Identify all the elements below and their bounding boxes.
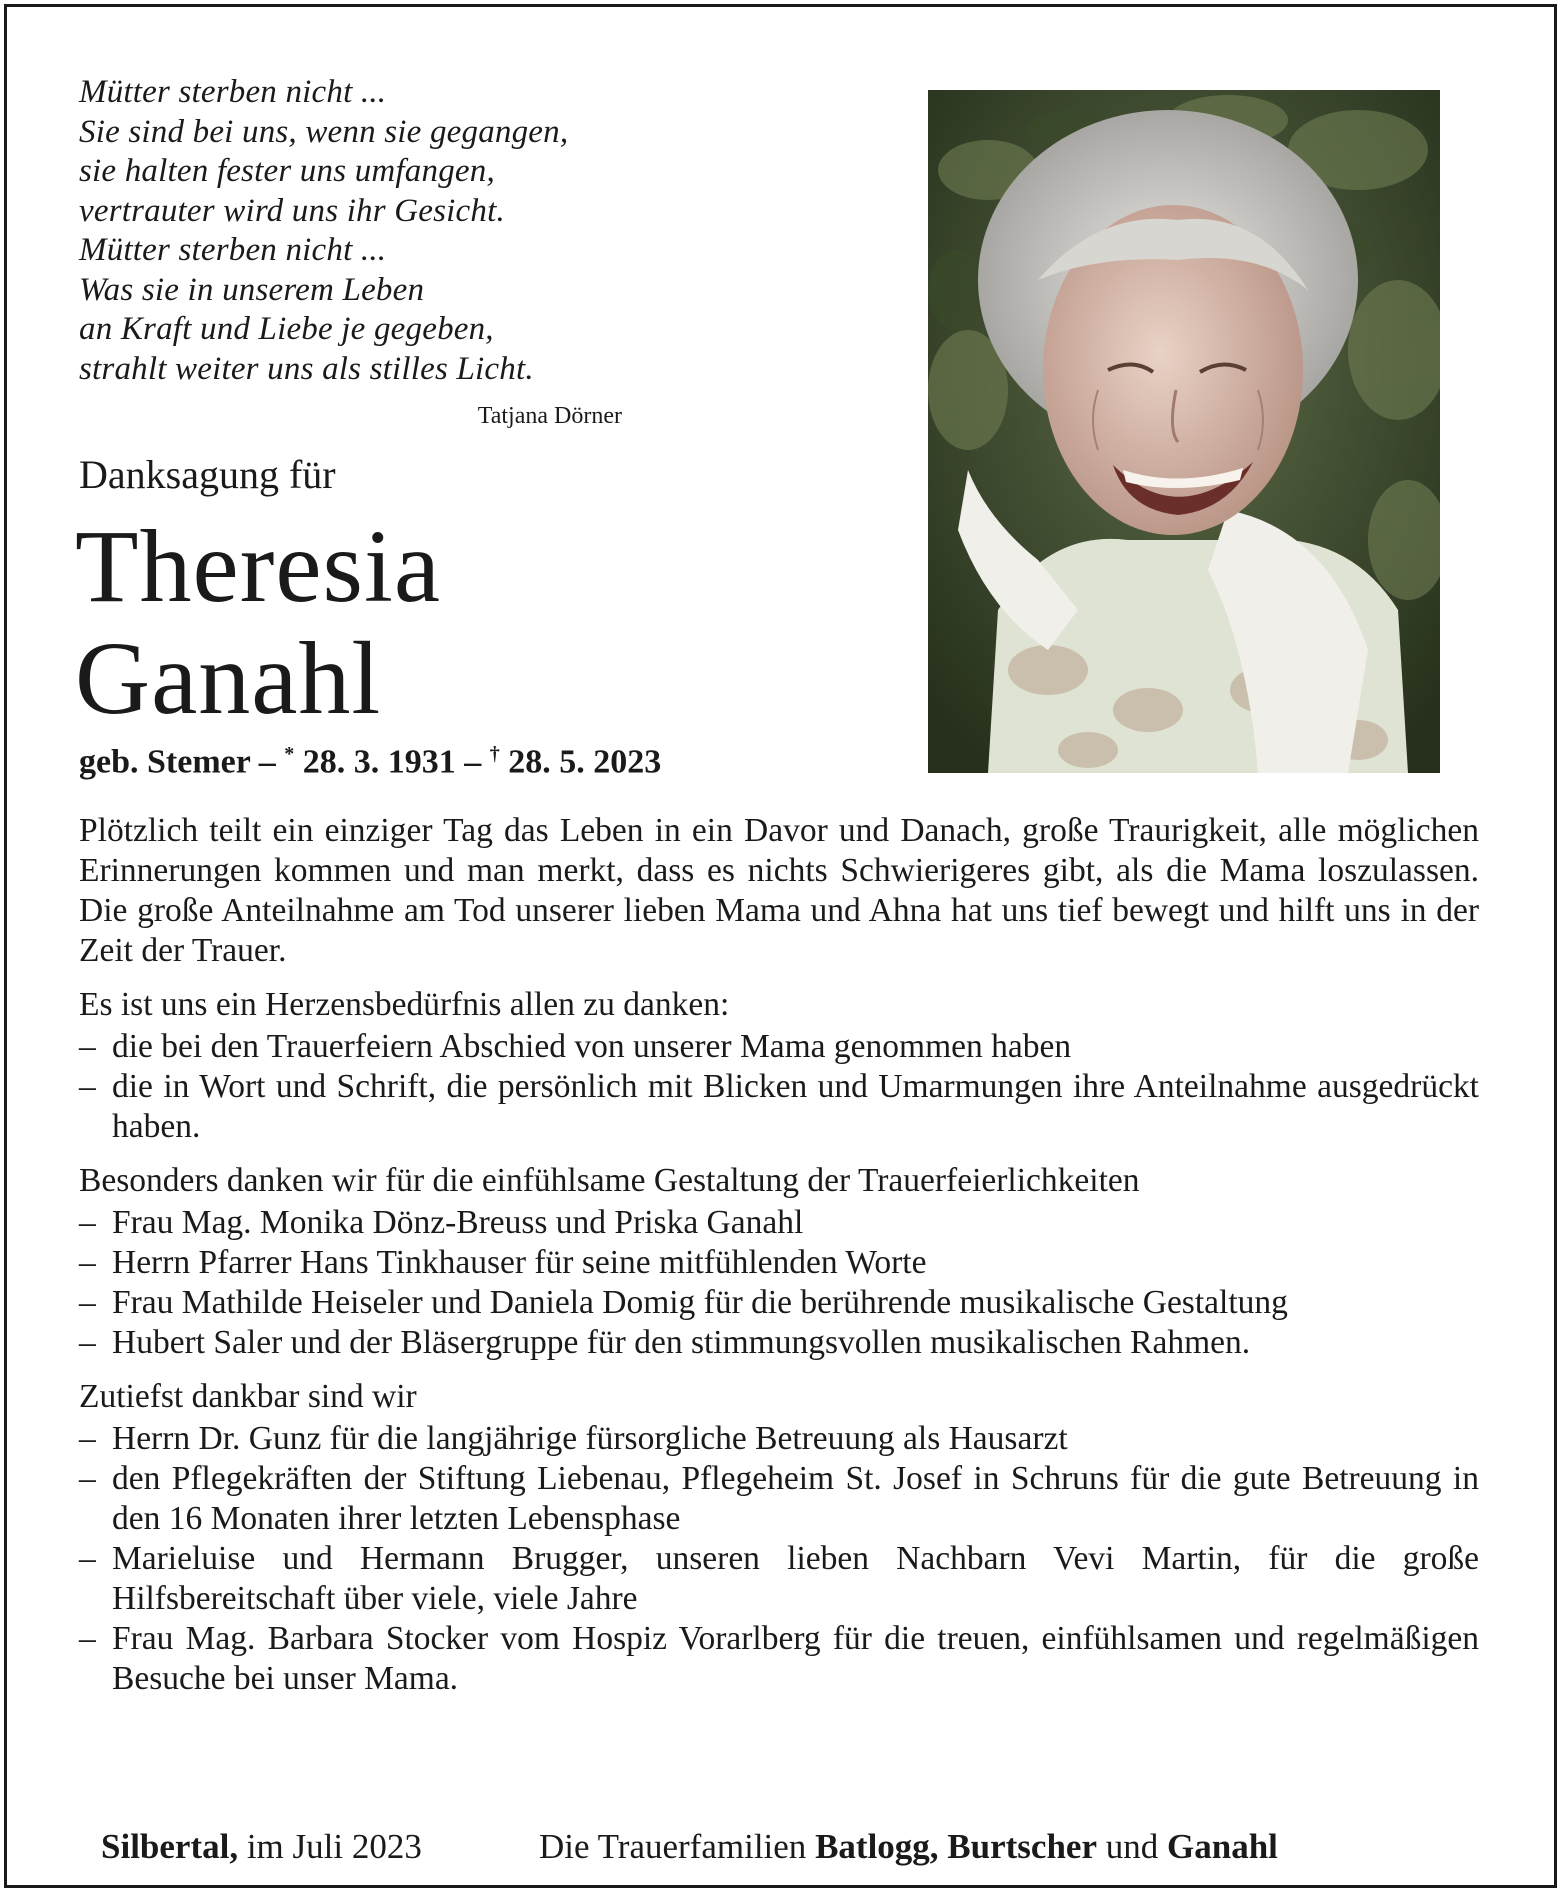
intro-paragraph: Plötzlich teilt ein einziger Tag das Leben in ein Davor und Danach, große Traurigkeit, alle möglichen Erinnerungen kommen und man merkt, dass es nichts Schwierigeres gibt, als die Mama loszulassen. Die große Anteilnahme am Tod unserer lieben Mama und Ahna hat uns tief bewegt und hilft uns in der Zeit der Trauer. bbox=[79, 812, 1479, 969]
list-item: – die bei den Trauerfeiern Abschied von unserer Mama genommen haben bbox=[79, 1027, 1479, 1067]
poem-line: Mütter sterben nicht ... bbox=[79, 232, 387, 268]
list-item: – Herrn Pfarrer Hans Tinkhauser für seine mitfühlenden Worte bbox=[79, 1243, 1479, 1283]
poem-line: sie halten fester uns umfangen, bbox=[79, 153, 495, 189]
poem-line: Sie sind bei uns, wenn sie gegangen, bbox=[79, 113, 569, 150]
poem-line: Mütter sterben nicht ... bbox=[79, 74, 387, 110]
family-ganahl: Ganahl bbox=[1167, 1827, 1278, 1866]
section-heading: Es ist uns ein Herzensbedürfnis allen zu danken: bbox=[79, 986, 730, 1023]
maiden-name: geb. Stemer bbox=[79, 743, 251, 781]
death-cross-icon: † bbox=[489, 743, 500, 765]
conjunction: und bbox=[1105, 1827, 1159, 1866]
list-item: – Marieluise und Hermann Brugger, unseren lieben Nachbarn Vevi Martin, für die große Hilfsbereitschaft über viele, viele Jahre bbox=[79, 1539, 1479, 1619]
poem-author: Tatjana Dörner bbox=[477, 403, 622, 429]
danksagung-label: Danksagung für bbox=[79, 452, 336, 497]
poem bbox=[79, 73, 639, 389]
date: im Juli 2023 bbox=[246, 1827, 422, 1866]
obituary-body bbox=[79, 811, 1479, 1699]
family-burtscher: Burtscher bbox=[947, 1827, 1097, 1866]
poem-line: vertrauter wird uns ihr Gesicht. bbox=[79, 192, 505, 229]
death-date: 28. 5. 2023 bbox=[508, 743, 662, 781]
life-dates: geb. Stemer – * 28. 3. 1931 – † 28. 5. 2023 bbox=[79, 743, 662, 781]
family-batlogg: Batlogg, bbox=[815, 1827, 939, 1866]
obituary-page bbox=[4, 4, 1557, 1888]
families-prefix: Die Trauerfamilien bbox=[539, 1827, 807, 1866]
portrait-photo-icon bbox=[928, 90, 1440, 773]
poem-line: Was sie in unserem Leben bbox=[79, 271, 425, 308]
deceased-name bbox=[75, 511, 441, 735]
birth-date: 28. 3. 1931 bbox=[302, 743, 456, 781]
list-item: – Frau Mag. Barbara Stocker vom Hospiz Vorarlberg für die treuen, einfühlsamen und regelmäßigen Besuche bei unser Mama. bbox=[79, 1619, 1479, 1699]
list-item: – Frau Mathilde Heiseler und Daniela Domig für die berührende musikalische Gestaltung bbox=[79, 1283, 1479, 1323]
last-name: Ganahl bbox=[75, 621, 382, 736]
section-heading: Besonders danken wir für die einfühlsame Gestaltung der Trauerfeierlichkeiten bbox=[79, 1162, 1140, 1199]
list-item: – Hubert Saler und der Bläsergruppe für den stimmungsvollen musikalischen Rahmen. bbox=[79, 1323, 1479, 1363]
list-item: – Frau Mag. Monika Dönz-Breuss und Priska Ganahl bbox=[79, 1203, 1479, 1243]
birth-star-icon: * bbox=[284, 743, 295, 765]
list-item: – den Pflegekräften der Stiftung Liebenau, Pflegeheim St. Josef in Schruns für die gute Betreuung in den 16 Monaten ihrer letzten Lebensphase bbox=[79, 1459, 1479, 1539]
list-item: – die in Wort und Schrift, die persönlich mit Blicken und Umarmungen ihre Anteilnahme ausgedrückt haben. bbox=[79, 1067, 1479, 1147]
signature-footer bbox=[101, 1827, 1461, 1867]
first-name: Theresia bbox=[75, 509, 442, 624]
portrait-photo bbox=[928, 90, 1440, 773]
poem-line: an Kraft und Liebe je gegeben, bbox=[79, 311, 494, 347]
families bbox=[539, 1827, 1278, 1867]
poem-line: strahlt weiter uns als stilles Licht. bbox=[79, 350, 534, 387]
section-heading: Zutiefst dankbar sind wir bbox=[79, 1378, 417, 1415]
list-item: – Herrn Dr. Gunz für die langjährige fürsorgliche Betreuung als Hausarzt bbox=[79, 1419, 1479, 1459]
place: Silbertal, bbox=[101, 1827, 239, 1866]
